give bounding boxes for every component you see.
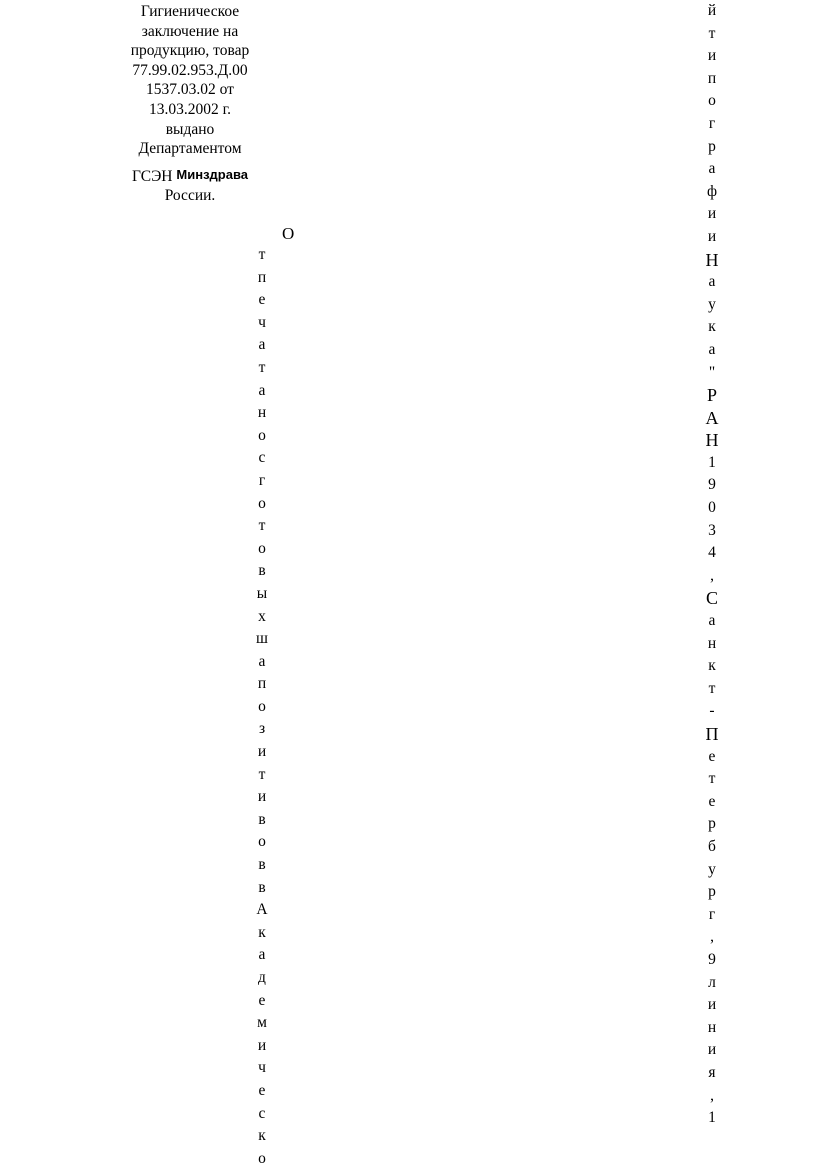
vertical-char: у: [708, 860, 716, 878]
certificate-line: Гигиеническое: [140, 3, 240, 20]
gsen-line: [110, 165, 270, 187]
certificate-line: продукцию, товар: [130, 42, 250, 60]
vertical-char: н: [707, 1018, 717, 1036]
vertical-char: а: [708, 273, 716, 291]
vertical-char: т: [708, 24, 716, 42]
vertical-char: а: [258, 336, 266, 354]
vertical-char: б: [708, 837, 716, 855]
vertical-char: к: [258, 1127, 266, 1145]
vertical-char: ,: [710, 1086, 714, 1104]
vertical-char: а: [708, 612, 716, 630]
vertical-char: о: [258, 426, 266, 444]
vertical-char: и: [257, 788, 267, 806]
vertical-char: е: [258, 291, 266, 309]
vertical-char: и: [707, 996, 717, 1014]
vertical-char: т: [258, 246, 266, 263]
vertical-char: а: [258, 381, 266, 399]
hygienic-certificate-text: [110, 2, 270, 206]
vertical-char: с: [258, 449, 266, 467]
vertical-char: 1: [708, 1109, 716, 1127]
vertical-char: р: [708, 883, 716, 901]
vertical-char: е: [258, 1081, 266, 1099]
vertical-char: н: [707, 634, 717, 652]
vertical-char: 0: [708, 499, 716, 517]
vertical-char: х: [258, 607, 266, 625]
vertical-char: ,: [710, 566, 714, 584]
vertical-char: у: [708, 295, 716, 313]
vertical-char: е: [708, 747, 716, 765]
vertical-char: и: [707, 227, 717, 245]
vertical-char: в: [258, 856, 266, 874]
vertical-char: П: [705, 724, 719, 744]
vertical-char: н: [257, 404, 267, 422]
vertical-char: а: [258, 652, 266, 670]
vertical-char: 1: [708, 453, 716, 471]
vertical-char: т: [258, 358, 266, 376]
certificate-line: 77.99.02.953.Д.00: [132, 61, 248, 79]
certificate-line: выдано: [165, 120, 215, 138]
vertical-char: о: [258, 697, 266, 715]
vertical-char: а: [708, 340, 716, 358]
vertical-char: о: [258, 833, 266, 851]
vertical-char: л: [708, 973, 716, 991]
vertical-char: а: [708, 160, 716, 178]
vertical-char: п: [707, 69, 717, 87]
vertical-char: 9: [708, 476, 716, 494]
vertical-char: в: [258, 878, 266, 896]
vertical-char: я: [708, 1063, 716, 1081]
vertical-char: г: [258, 471, 266, 489]
gsen-text: ГСЭН: [131, 167, 173, 185]
vertical-char: т: [708, 679, 716, 697]
vertical-char: А: [256, 901, 268, 919]
vertical-char: и: [707, 47, 717, 65]
vertical-char: к: [258, 923, 266, 941]
certificate-line: Департаментом: [138, 140, 242, 158]
vertical-char: г: [708, 905, 716, 923]
vertical-char: ч: [258, 1059, 266, 1077]
vertical-text-initial: О: [282, 224, 295, 243]
vertical-char: ф: [706, 182, 718, 200]
vertical-char: п: [257, 268, 267, 286]
vertical-char: в: [258, 562, 266, 580]
vertical-char: ш: [256, 630, 268, 648]
certificate-line: 13.03.2002 г.: [148, 100, 232, 118]
vertical-char: -: [709, 702, 715, 720]
vertical-char: ": [708, 363, 716, 381]
vertical-char: о: [258, 494, 266, 512]
vertical-char: Р: [706, 385, 717, 406]
vertical-char: а: [258, 946, 266, 964]
vertical-char: т: [708, 770, 716, 788]
vertical-char: р: [708, 815, 716, 833]
vertical-char: 9: [708, 950, 716, 968]
vertical-char: р: [708, 137, 716, 155]
vertical-char: Н: [705, 249, 719, 270]
vertical-char: о: [708, 92, 716, 110]
vertical-char: й: [707, 2, 717, 19]
vertical-char: и: [707, 205, 717, 223]
vertical-text-left-column: [247, 244, 277, 1170]
vertical-text-right-column: [697, 0, 727, 1130]
certificate-line: заключение на: [141, 22, 239, 40]
vertical-char: Н: [705, 430, 719, 451]
vertical-char: к: [708, 657, 716, 675]
certificate-line-last: России.: [164, 187, 216, 205]
vertical-char: ы: [256, 584, 268, 602]
vertical-char: з: [258, 720, 266, 738]
vertical-char: А: [705, 407, 719, 428]
ministry-stamp-text: Минздрава: [176, 166, 248, 182]
vertical-char: м: [257, 1014, 267, 1032]
vertical-char: о: [258, 539, 266, 557]
vertical-char: т: [258, 765, 266, 783]
vertical-char: д: [258, 969, 266, 986]
certificate-line: 1537.03.02 от: [146, 81, 234, 99]
vertical-char: 4: [708, 544, 716, 562]
vertical-char: е: [258, 991, 266, 1009]
vertical-char: в: [258, 810, 266, 828]
vertical-char: о: [258, 1149, 266, 1167]
vertical-char: С: [705, 588, 718, 609]
vertical-char: с: [258, 1104, 266, 1122]
vertical-char: п: [257, 675, 267, 693]
vertical-char: к: [708, 318, 716, 336]
vertical-char: ч: [258, 313, 266, 331]
vertical-char: ,: [710, 928, 714, 946]
vertical-char: г: [708, 114, 716, 132]
vertical-char: и: [257, 1036, 267, 1054]
vertical-char: 3: [708, 521, 716, 539]
vertical-char: и: [257, 743, 267, 761]
vertical-char: т: [258, 517, 266, 535]
vertical-char: е: [708, 792, 716, 810]
vertical-char: и: [707, 1041, 717, 1059]
